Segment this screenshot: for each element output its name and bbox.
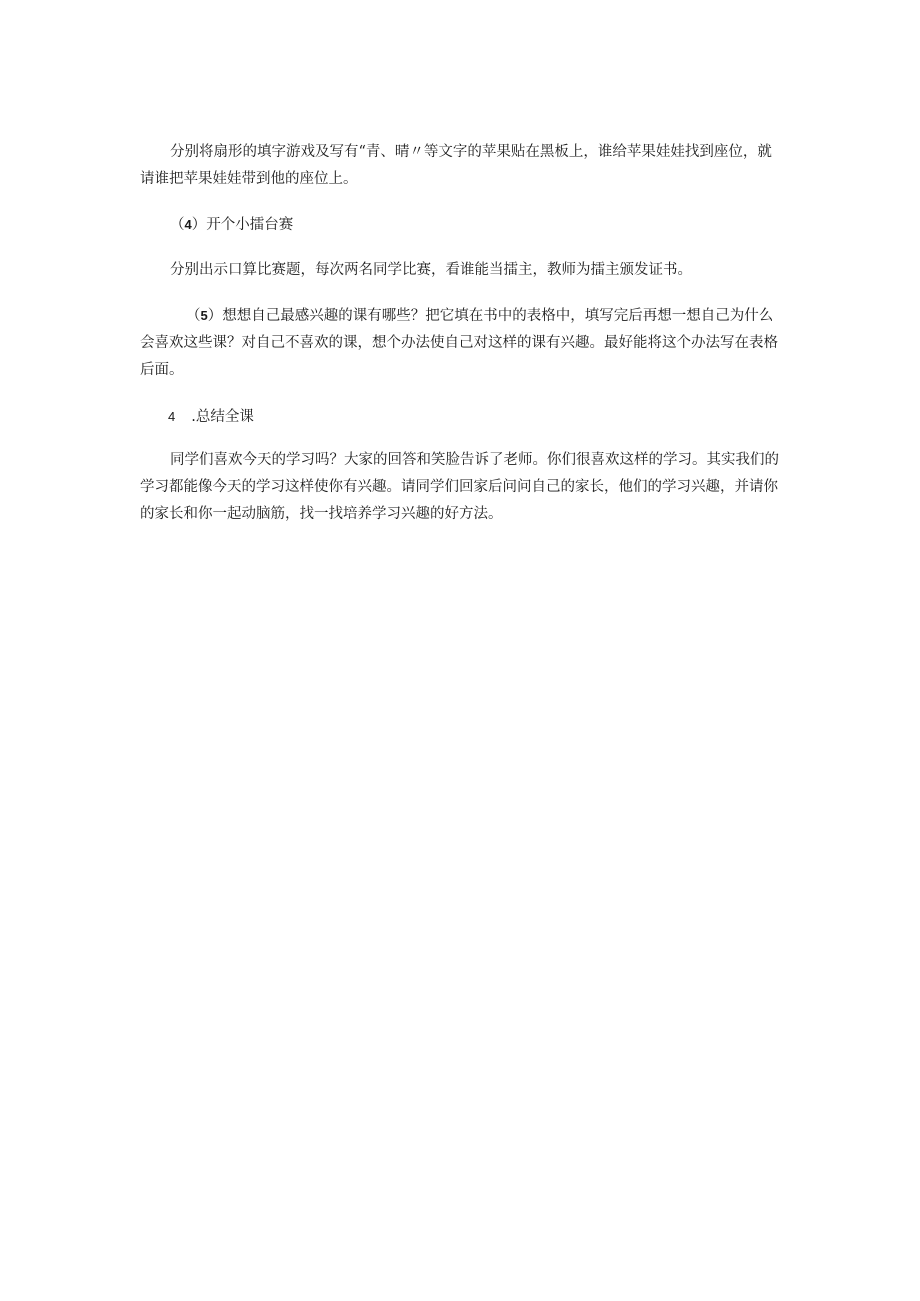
section-4-number: 4 (168, 409, 176, 424)
paragraph-arena-contest: 分别出示口算比赛题，每次两名同学比赛，看谁能当擂主，教师为擂主颁发证书。 (170, 262, 692, 278)
subheading-4-close: ） (191, 217, 207, 233)
subheading-4-text: 开个小擂台赛 (206, 217, 294, 233)
subheading-4-open: （ (170, 217, 185, 233)
section-4-heading (168, 403, 254, 431)
paragraph-summary: 同学们喜欢今天的学习吗？大家的回答和笑脸告诉了老师。你们很喜欢这样的学习。其实我们的学习都能像今天的学习这样使你有兴趣。请同学们回家后问问自己的家长，他们的学习兴趣，并请你的家长和你一起动脑筋，找一找培养学习兴趣的好方法。 (140, 452, 779, 522)
paragraph-apple-game: 分别将扇形的填字游戏及写有“青、晴〃等文字的苹果贴在黑板上，谁给苹果娃娃找到座位，就请谁把苹果娃娃带到他的座位上。 (140, 144, 772, 187)
item-5-text: 想想自己最感兴趣的课有哪些？把它填在书中的表格中，填写完后再想一想自己为什么会喜欢这些课？对自己不喜欢的课，想个办法使自己对这样的课有兴趣。最好能将这个办法写在表格后面。 (140, 308, 778, 378)
subheading-4-number: 4 (184, 217, 192, 232)
paragraph-interest-table (140, 302, 785, 384)
section-4-title: .总结全课 (191, 409, 254, 425)
item-5-close: ） (207, 308, 223, 324)
subheading-4 (170, 211, 293, 239)
item-5-open: （ (186, 308, 201, 324)
item-5-number: 5 (200, 308, 208, 323)
